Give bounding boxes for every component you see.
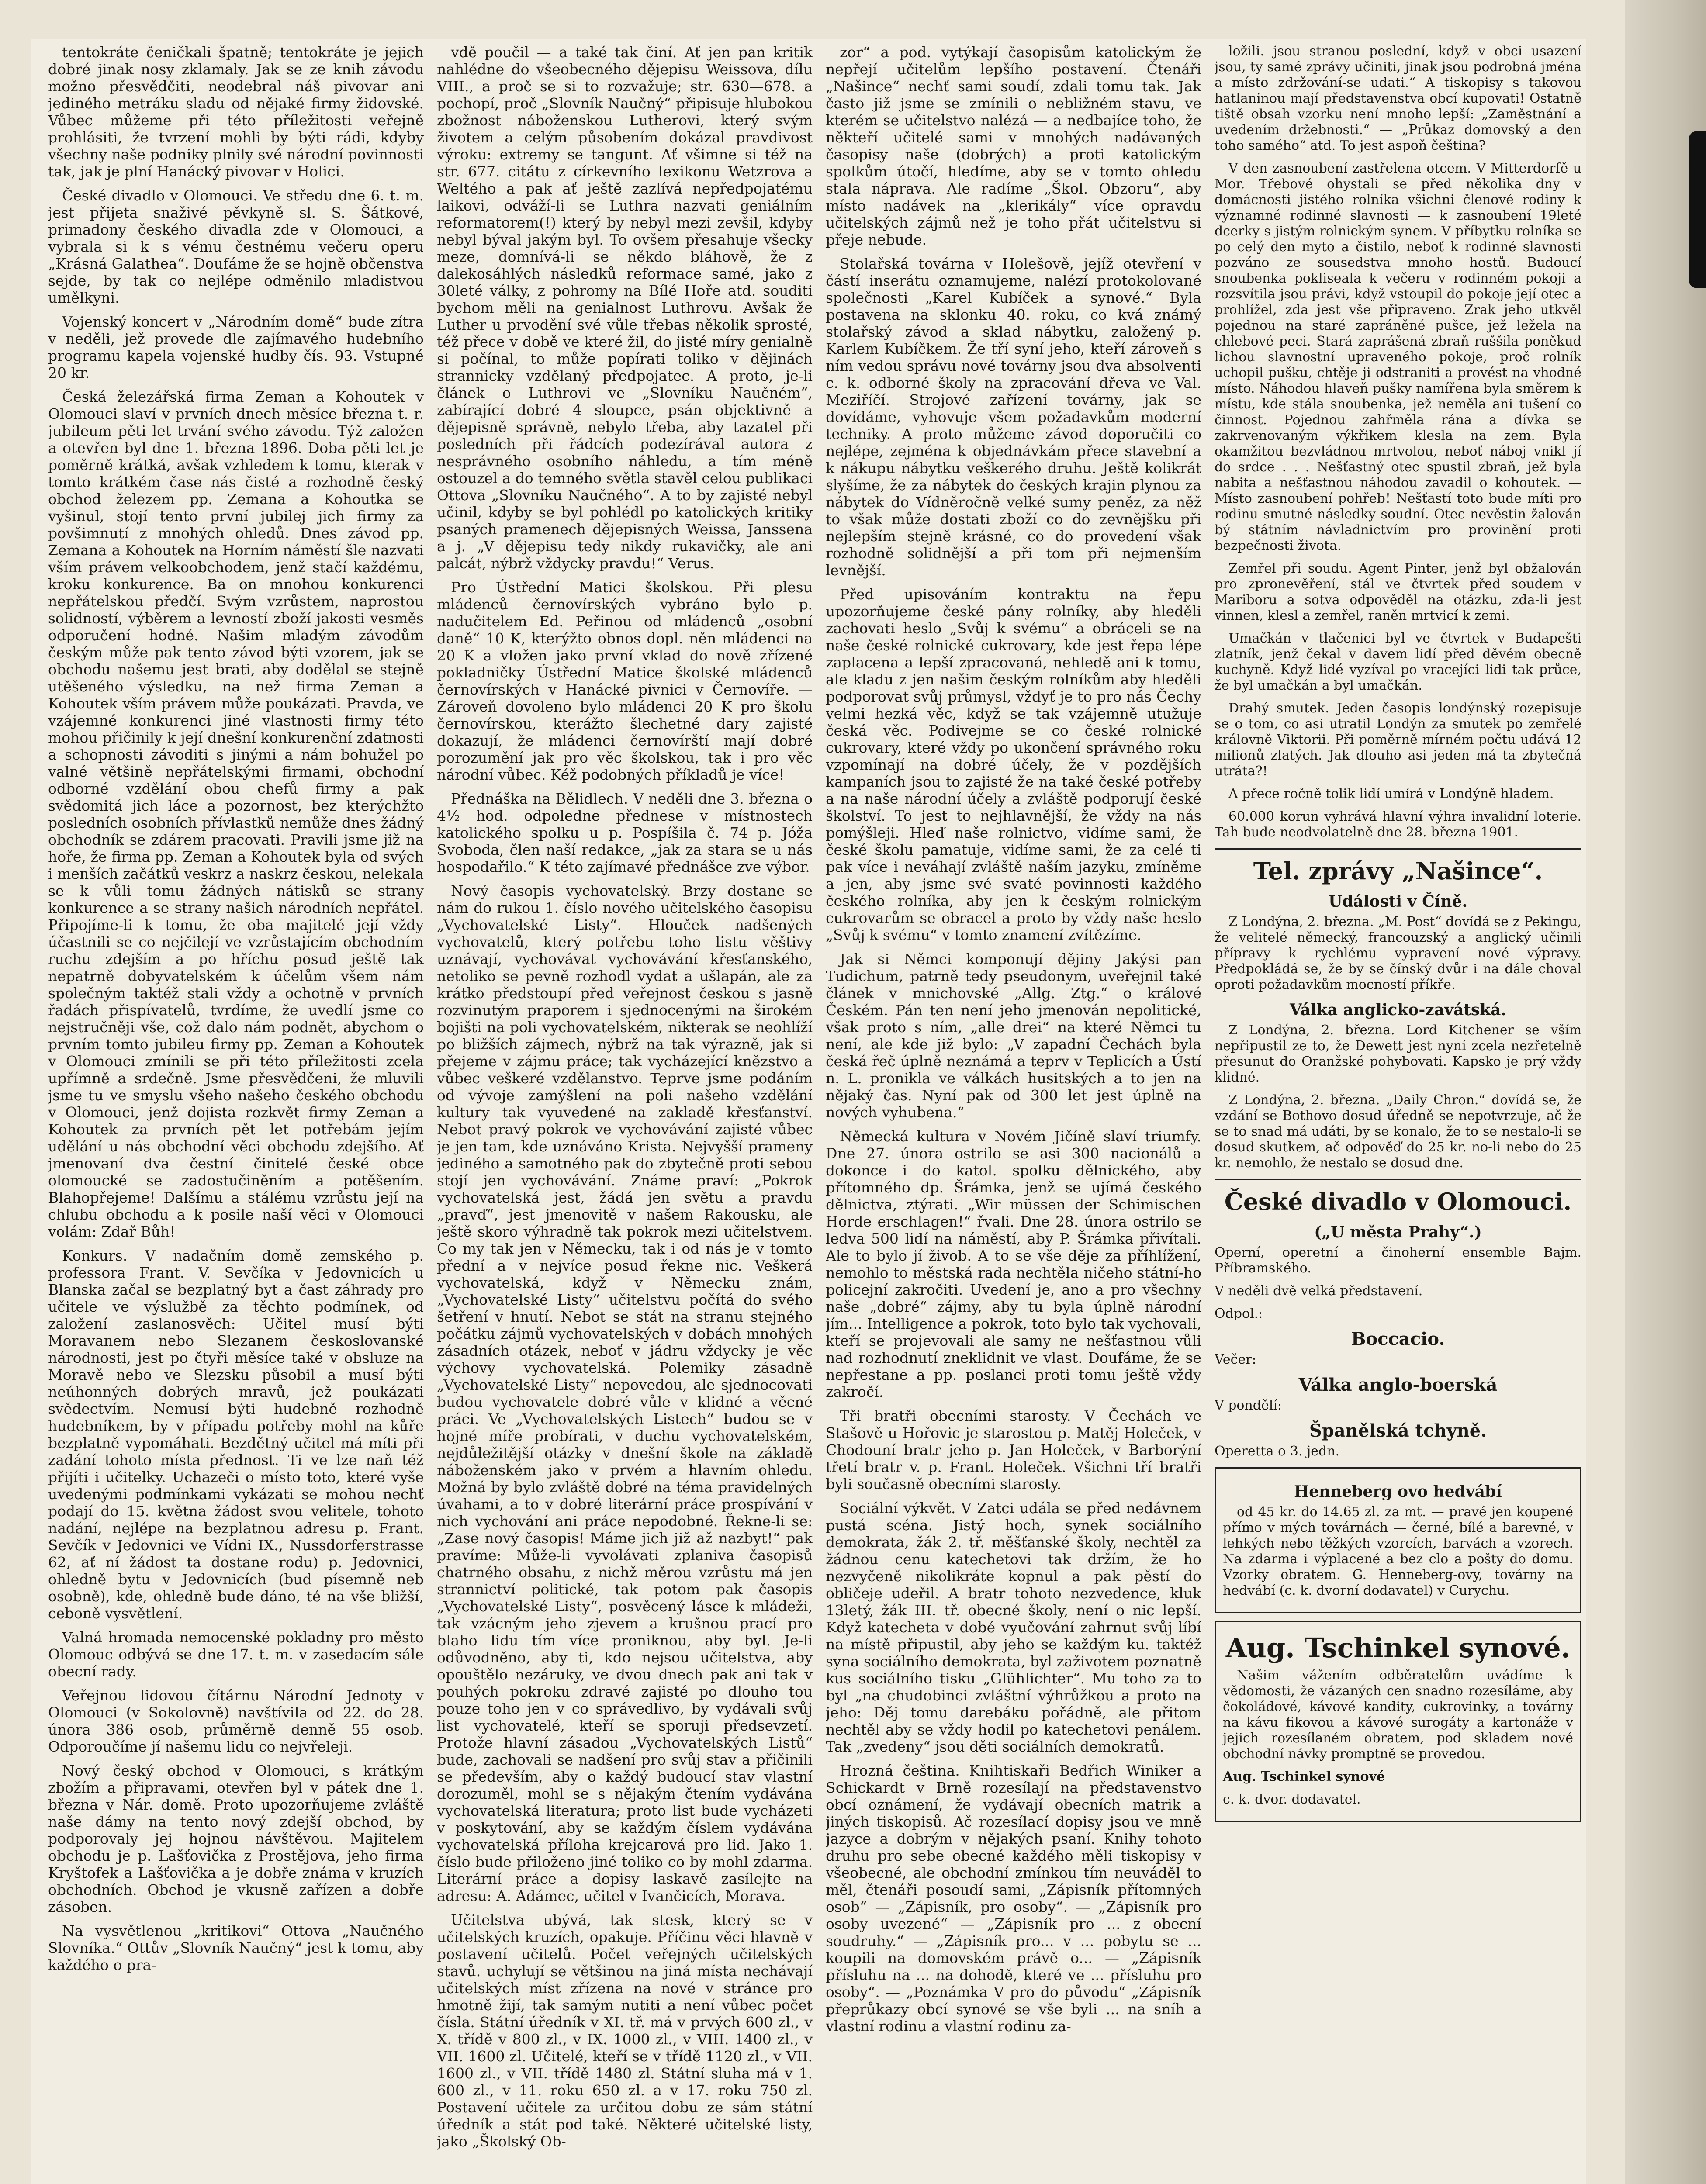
paragraph: ložili. jsou stranou poslední, když v obci usazení jsou, ty samé zprávy učiniti, jinak jsou podrobná jména a místo zdržování-se udati.“ A tiskopisy s takovou hatlaninou mají představenstva obcí kupovati! Ostatně tiště obsah vzorku není mnoho lepší: „Zaměstnání a uvedením držebnosti.“ — „Průkaz domovský a den toho samého“ atd. To jest aspoň čeština? — [1215, 44, 1581, 153]
telegrams-subtitle: Události v Číně. — [1328, 892, 1468, 911]
scan-margin — [1625, 0, 1706, 2184]
paragraph: Valná hromada nemocenské pokladny pro město Olomouc odbývá se dne 17. t. m. v zasedacím sále obecní rady. — [48, 1629, 424, 1680]
paragraph: 60.000 korun vyhrává hlavní výhra invalidní loterie. Tah bude neodvolatelně dne 28. března 1901. — [1215, 809, 1581, 840]
theatre-company: Operní, operetní a činoherní ensemble Bajm. Příbramského. — [1215, 1245, 1581, 1276]
ad-text: Našim vážením odběratelům uvádíme k vědomosti, že vázaných cen snadno rozesíláme, aby čokoládové, kávové kandity, cukrovinky, a továrny na kávu fikovou a kávové surogáty a kartonáže v jejich rozesílaném obratem, pod skladem nové obchodní návky promptně se provedou. — [1223, 1668, 1573, 1762]
paragraph: Stolařská továrna v Holešově, jejíž otevření v částí inserátu oznamujeme, nalézí protokolované společnosti „Karel Kubíček a synové.“ Byla postavena na sklonku 40. roku, co kvá známý stolařský závod a sklad nábytku, založený p. Karlem Kubíčkem. Že tří syní jeho, kteří zároveň s ním vedou správu nové továrny jsou dva absolventi c. k. odborné školy na zpracování dřeva ve Val. Meziříčí. Strojové zařízení továrny, jak se dovídáme, vyhovuje všem požadavkům moderní techniky. A proto můžeme závod doporučiti co nejlépe, zejména k objednávkám přece stavební a k nákupu nábytku veškerého druhu. Ještě kolikrát slyšíme, že za nábytek do českých krajin plynou za nábytek do Vídněročně velké sumy peněz, za něž to však může dostati zboží co do zevnějšku při nejlepším stejně krásné, co do provedení však rozhodně solidnější a při tom při nejmenším levnější. — [826, 255, 1201, 579]
paragraph: Jak si Němci komponují dějiny Jakýsi pan Tudichum, patrně tedy pseudonym, uveřejnil také článek v mnichovské „Allg. Ztg.“ o králové Českém. Pán ten není jeho jmenován nepolitické, však proto s ním, „alle drei“ na které Němci tu není, ale kde již bylo: „V zapadní Čechách byla česká řeč úplně neznámá a teprv v Teplicích a Ústí n. L. pronikla ve válkách husitských a to jen na nějaký čas. Nyní pak od 300 let jest úplně na nových vyhubena.“ — [826, 950, 1201, 1121]
theatre-play: Válka anglo-boerská — [1298, 1375, 1498, 1395]
paragraph: Česká železářská firma Zeman a Kohoutek v Olomouci slaví v prvních dnech měsíce března t. r. jubileum pěti let trvání svého závodu. Týž založen a otevřen byl dne 1. března 1896. Doba pěti let je poměrně krátká, avšak vzhledem k tomu, kterak v tomto krátkém čase nás čisté a rozhodně český obchod železem pp. Zemana a Kohoutka se vyšinul, stojí tento první jubilej jich firmy za povšimnutí z mnohých ohledů. Dnes závod pp. Zemana a Kohoutek na Horním náměstí šle nazvati vším právem velkoobchodem, jenž stačí každému, kroku konkurence. Ba on mnohou konkurenci nepřátelskou předčí. Svým vzrůstem, naprostou solidností, výběrem a levností zboží jakosti vesměs odporučení hodné. Našim mladým závodům českým může pak tento závod býti vzorem, jak se obchodu našemu jest brati, aby dodělal se stejně utěšeného výsledku, na než firma Zeman a Kohoutek vším právem může poukázati. Pravda, ve vzájemné konkurenci jiné vlastnosti firmy této mohou přičinily k její dnešní konkurenční zdatnosti a schopnosti závoditi s jinými a nám bohužel po valné většině nepřátelskými firmami, obchodní odborné vzdělání obou chefů firmy a pak svědomitá jich láce a pozornost, bez kterýchžto posledních osobních přívlastků nemůže dnes žádný obchodník se zdárem pracovati. Pravili jsme již na hoře, že firma pp. Zeman a Kohoutek byla od svých i menších začátků veskrz a naskrz českou, nelekala se k vůli tomu žádných nátisků se strany konkurence a se strany našich národních nepřátel. Připojíme-li k tomu, že oba majitelé její vždy účastnili se co nejčilejí ve vzrůstajícím obchodním ruchu zdejším a po hříchu posud ještě tak nepatrně dobyvatelském k účelům všem nám společným taktéž stali vždy a ochotně v prvních řadách přispívatelů, tvrdíme, že uvedlí jsme co nejstručněji vše, což dalo nám podnět, abychom o prvním tomto jubileu firmy pp. Zeman a Kohoutek v Olomouci zmínili se při této příležitosti zcela upřímně a srdečně. Jsme přesvědčeni, že mluvili jsme tu ve smyslu všeho našeho českého obchodu v Olomouci, jenž dojista rozkvět firmy Zeman a Kohoutek za prvních pět let potřebám jejím udělání u nás obchodní věci obchodu zdejšího. Ať jmenovaní dva čestní činitelé české obce olomoucké se zadostučiněním a potěšením. Blahopřejeme! Dalšímu a stálému vzrůstu její na chlubu obchodu a k posile naší věci v Olomouci volám: Zdař Bůh! — [48, 388, 424, 1240]
paragraph: Německá kultura v Novém Jičíně slaví triumfy. Dne 27. února ostrilo se asi 300 nacionálů a dokonce i do katol. spolku dělnického, aby přítomného dp. Šrámka, jenž se ujímá českého dělnictva, ztýrati. „Wir müssen der Schimischen Horde erschlagen!“ řvali. Dne 28. února ostrilo se ledva 500 lidí na náměstí, aby P. Šrámka přivítali. Ale to bylo jí živob. A to se vše děje za příhlížení, nemohlo to městská rada nechtěla ničeho státní-ho policejní zakročiti. Uvedení je, ano a pro všechny naše „dobré“ zájmy, aby tu byla úplně národní jím... Intelligence a pokrok, toto bylo tak vychovali, kteří se projevovali ale samy ne nešťastnou vůli nad rozhodnutí zneklidnit ve vlast. Doufáme, že se nepřestane a pp. poslanci proti tomu ještě vždy zakročí. — [826, 1128, 1201, 1400]
theatre-play: Španělská tchyně. — [1309, 1420, 1487, 1441]
column-3 — [826, 44, 1201, 2184]
paragraph: Sociální výkvět. V Zatci udála se před nedávnem pustá scéna. Jistý hoch, synek sociálního demokrata, žák 2. tř. měšťanské školy, nechtěl za žádnou cenu katechetovi tak držím, že ho nezvyčeně nikolikráte kopnul a pak pěstí do obličeje udeřil. A bratr tohoto nezvedence, kluk 13letý, žák III. tř. obecné školy, není o nic lepší. Když katecheta v dobé vyučování zahrnut svůj líbí na místě připustil, aby jeho se každým ku. taktéž syna sociálního demokrata, byl zaživotem poznatně kus sociálního tisku „Glühlichter“. Mu toho za to byl „na chudobinci zvláštní výhrůžkou a proto na jeho: Děj tomu darebáku pořádně, ale přitom nechtěl aby se vždy hodil po katechetovi penálem. Tak „zvedeny“ jsou děti sociálních demokratů. — [826, 1500, 1201, 1755]
telegram-paragraph: Z Londýna, 2. března. „M. Post“ dovídá se z Pekingu, že velitelé německý, francouzský a anglický učinili přípravy k rychlému vypravení nové výpravy. Předpokládá se, že by se čínský dvůr i na dále choval oproti požadavkům mocností příkře. — [1215, 914, 1581, 992]
paragraph: V den zasnoubení zastřelena otcem. V Mitterdorfě u Mor. Třebové ohystali se před několika dny v domácnosti jistého rolníka všichni členové rodiny k významné rodinné slavnosti — k zasnoubení 19leté dcerky s jistým rolnickým synem. V příbytku rolníka se po celý den myto a čistilo, neboť k rodinné slavnosti pozváno ze sousedstva mnoho hostů. Budoucí snoubenka pokliseala k večeru v rodinném pokoji a rozsvítila jsou právi, když vstoupil do pokoje její otec a prohlížel, zda jest vše připraveno. Zrak jeho utkvěl pojednou na staré zapráněné pušce, jež ležela na chlebové peci. Stará zaprášená zbraň ruššila poněkud lichou slavnostní upraveného pokoje, proč rolník uchopil pušku, chtěje ji odstraniti a provést na vhodné místo. Náhodou hlaveň pušky namířena byla směrem k místu, kde stála snoubenka, jež neměla ani tušení co činnost. Pojednou zahřměla rána a dívka se zakrvenovaným výkřikem klesla na zem. Byla okamžitou bezvládnou mrtvolou, neboť náboj vnikl jí do srdce . . . Nešťastný otec spustil zbraň, jež byla nabita a nešťastnou náhodou zavadil o kohoutek. — Místo zasnoubení pohřeb! Nešťastí toto bude míti pro rodinu smutné následky soudní. Otec nevěstin žalován bý státním návladnictvím pro provinění proti bezpečnosti života. — [1215, 161, 1581, 553]
theatre-afternoon-label: Odpol.: — [1215, 1306, 1263, 1321]
theatre-sunday: V neděli dvě velká představení. — [1215, 1283, 1423, 1299]
binding-mark — [1689, 131, 1706, 288]
paragraph: Pro Ústřední Matici školskou. Při plesu mládenců černovírských vybráno bylo p. nadučitelem Ed. Peřinou od mládenců „osobní daně“ 10 K, kterýžto obnos dopl. něn mládenci na 20 K a vložen jako první vklad do nově zřízené pokladničky Ústřední Matice školské mládenců černovírských v Hanácké pivnici v Černovíře. — Zároveň dovoleno bylo mládenci 20 K pro školu černovírskou, kterážto šlechetné dary zajisté dokazují, že mládenci černovírští mají dobré porozumění jak pro věc školskou, tak i pro věc národní vůbec. Kéž podobných příkladů je více! — [437, 579, 813, 783]
divider — [1215, 1179, 1581, 1180]
paragraph: Veřejnou lidovou čítárnu Národní Jednoty v Olomouci (v Sokolovně) navštívila od 22. do 28. února 386 osob, průměrně denně 55 osob. Odporoučíme jí našemu lidu co nejvřeleji. — [48, 1687, 424, 1755]
paragraph: Přednáška na Bělidlech. V neděli dne 3. března o 4½ hod. odpoledne přednese v místnostech katolického spolku u p. Pospíšila č. 74 p. Jóža Svoboda, člen naší redakce, „jak za stara se u nás hospodařilo.“ K této zajímavé přednášce zve výbor. — [437, 790, 813, 875]
ad-text: od 45 kr. do 14.65 zl. za mt. — pravé jen koupené přímo v mých továrnách — černé, bílé a barevné, v lehkých nebo těžkých vzorcích, barvách a vzorech. Na zdarma i výplacené a bez clo a pošty do domu. Vzorky obratem. G. Henneberg-ovy, továrny na hedvábí (c. k. dvorní dodavatel) v Curychu. — [1223, 1504, 1573, 1598]
paragraph: Hrozná čeština. Knihtiskaři Bedřich Winiker a Schickardt v Brně rozesílají na představenstvo obcí oznámení, že vydávají obecních matrik a jiných tiskopisů. Ač rozesílací dopisy jsou ve mně jazyce a dobrým v nějakých psaní. Knihy tohoto druhu pro sebe obecné každého měli tiskopisy v všeobecné, ale obchodní zmínkou tím neuváděl to měl, čtenáři posoudí sami, „Zápisník přítomných osob“ — „Zápisník, pro osoby“. — „Zápisník pro osoby uvezené“ — „Zápisník pro ... z obecní soudruhy.“ — „Zápisník pro... v ... pobytu se ... koupili na domovském právě o... — „Zápisník přísluhu na ... na dohodě, které ve ... přísluhu pro osoby“. — „Poznámka V pro do původu“ „Zápisník přeprůkazy obcí synové se vše byli ... na sníh a vlastní rodinu a vlastní rodinu za- — [826, 1762, 1201, 2035]
column-4 — [1215, 44, 1581, 2184]
ad-title: Aug. Tschinkel synové. — [1225, 1632, 1571, 1664]
telegram-paragraph: Z Londýna, 2. března. Lord Kitchener se vším nepřipustil ze to, že Dewett jest nyní zcela nezřetelně přesunut do Oranžské pohybovati. Kapsko je prý vždy klidné. — [1215, 1023, 1581, 1085]
paragraph: Zemřel při soudu. Agent Pinter, jenž byl obžalován pro zpronevěření, stál ve čtvrtek před soudem v Mariboru a sotva odpověděl na otázku, zda-li jest vinnen, klesl a zemřel, raněn mrtvicí k zemi. — [1215, 561, 1581, 623]
theatre-evening-label: Večer: — [1215, 1352, 1256, 1367]
paragraph: tentokráte čeničkali špatně; tentokráte je jejich dobré jinak nosy zklamaly. Jak se ze knih závodu možno přesvědčiti, neodebral náš pivovar ani jediného metráku sladu od nějaké firmy židovské. Vůbec můžeme při této příležitosti veřejně prohlásiti, že tvrzení mohli by býti rádi, kdyby všechny naše podniky plnily své národní povinnosti tak, jak je plní Hanácký pivovar v Holici. — [48, 44, 424, 180]
theatre-monday-label: V pondělí: — [1215, 1398, 1282, 1413]
paragraph: vdě poučil — a také tak činí. Ať jen pan kritik nahlédne do všeobecného dějepisu Weissova, dílu VIII., a proč se si to rozvažuje; str. 630—678. a pochopí, proč „Slovník Naučný“ připisuje hlubokou zbožnost náboženskou Lutherovi, který svým životem a celým působením dokázal pravdivost výroku: extremy se tangunt. Ať všimne si též na str. 677. citátu z církevního lexikonu Wetzrova a Weltého a pak ať ještě zazlívá nepředpojatému laikovi, odváží-li se Luthra nazvati geniálním reformatorem(!) který by nebyl mezi zevšil, kdyby nebyl býval jakým byl. To ovšem přesahuje všecky meze, domnívá-li se někdo bláhově, že z dalekosáhlých následků reformace samé, jako z 30leté války, z pohromy na Bílé Hoře atd. souditi bychom měli na genialnost Luthrovu. Avšak že Luther u prvodění své vůle třebas několik sprosté, též přece v době ve které žil, do jisté míry genialně si počínal, to může popírati toliko v dějinách strannicky vzdělaný předpojatec. A proto, je-li článek o Luthrovi ve „Slovníku Naučném“, zabírající dobré 4 sloupce, psán objektivně a dějepisně správně, nebylo třeba, aby tazatel při posledních při řádcích podezírával autora z nesprávného osobního náhledu, a tím méně ostouzel a do temného světla stavěl celou publikaci Ottova „Slovníku Naučného“. A to by zajisté nebyl učinil, kdyby se byl pohlédl po katolických kritiky psaných pramenech dějepisných Weissa, Janssena a j. „V dějepisu tedy nikdy rukavičky, ale ani palcát, nýbrž vždycky pravdu!“ Verus. — [437, 44, 813, 572]
paragraph: A přece ročně tolik lidí umírá v Londýně hladem. — [1228, 786, 1554, 802]
paragraph: zor“ a pod. vytýkají časopisům katolickým že nepřejí učitelům lepšího postavení. Čtenáři „Našince“ nechť sami soudí, zdali tomu tak. Jak často již jsme se zmínili o nebližném stavu, ve kterém se učitelstvo nalézá — a nedbajíce toho, že někteří učitelé sami v mnohých nadávaných časopisy naše (dobrých) a proti katolickým spolkům útočí, hledíme, aby se v tomto ohledu stala náprava. Ale radíme „Škol. Obzoru“, aby místo nadávek na „klerikály“ více opravdu učitelských zájmů než je toho přát učitelstvu si přeje nebude. — [826, 44, 1201, 248]
telegrams-subtitle: Válka anglicko-zavátská. — [1290, 1001, 1506, 1019]
paragraph: Drahý smutek. Jeden časopis londýnský rozepisuje se o tom, co asi utratil Londýn za smutek po zemřelé královně Viktorii. Při poměrně mírném počtu udává 12 milionů zlatých. Jak dlouho asi jeden má ta zbytečná utráta?! — [1215, 701, 1581, 779]
paragraph: Umačkán v tlačenici byl ve čtvrtek v Budapešti zlatník, jenž čekal v davem lidí před děvém obecně kuchyně. Když lidé vyzíval po vracejíci lidi tak průce, že byl umačkán a byl umačkán. — [1215, 631, 1581, 693]
advertisement-henneberg — [1215, 1467, 1581, 1613]
paragraph: Před upisováním kontraktu na řepu upozorňujeme české pány rolníky, aby hleděli zachovati heslo „Svůj k svému“ a obráceli se na naše české rolnické cukrovary, kde jest řepa lépe zaplacena a lepší zpracovaná, nehledě ani k tomu, ale kladu z jen našim českým rolníkům aby hleděli podporovat svůj průmysl, vždyť je to pro nás Čechy velmi hezká věc, když se tak vzájemně utužuje česká věc. Podivejme se co české rolnické cukrovary, které vždy po ukončení správného roku vzpomínají na dobré účely, že v pozdějších kampaních jsou to zajisté že na také české potřeby a na naše národní účely a zvláště podporují české školství. To jest to nejhlavnější, že vždy na nás pomýšleji. Hleď naše rolnictvo, vidíme sami, že české školu pamatuje, vidíme sami, že za celé ti pak více i neváhají zvláště naším jazyku, zmíněme a jen, aby jsme své svaté povinnosti každého českého rolníka, aby jen k českým rolnickým cukrovarům se obracel a proto by vždy naše heslo „Svůj k svému“ v tomto znamení zvítězíme. — [826, 586, 1201, 943]
paragraph: Na vysvětlenou „kritikovi“ Ottova „Naučného Slovníka.“ Ottův „Slovník Naučný“ jest k tomu, aby každého o pra- — [48, 1922, 424, 1973]
theatre-title: České divadlo v Olomouci. — [1224, 1188, 1572, 1216]
telegrams-title: Tel. zprávy „Našince“. — [1253, 857, 1543, 885]
telegram-paragraph: Z Londýna, 2. března. „Daily Chron.“ dovídá se, že vzdání se Bothovo dosud úředně se nepotvrzuje, ač že se to snad má udáti, by se konalo, že to se nestalo-li se dosud skutkem, ač odpověď do 25 kr. no-li nebo do 25 kr. nemohlo, že nestalo se dosud dne. — [1215, 1092, 1581, 1171]
paragraph: Vojenský koncert v „Národním domě“ bude zítra v neděli, jež provede dle zajímavého hudebního programu kapela vojenské hudby čís. 93. Vstupné 20 kr. — [48, 313, 424, 381]
advertisement-tschinkel — [1215, 1621, 1581, 1822]
ad-signature-note: c. k. dvor. dodavatel. — [1223, 1792, 1361, 1807]
paragraph: Nový časopis vychovatelský. Brzy dostane se nám do rukou 1. číslo nového učitelského časopisu „Vychovatelské Listy“. Hlouček nadšených vychovatelů, který potřebu toho listu věštivy uznávají, vychovávat vychovávání křesťanského, netoliko se pevně rozhodl vydat a ušlapán, ale za krátko předstoupí před veřejnost českou s jasně rozvinutým praporem i sjednocenými na širokém bojišti na poli vychovatelském, nikterak se neohlíží po bližších zájmech, nýbrž na tak výrazně, jak si přejeme v zájmu práce; tak vycházející knězstvo a vůbec veškeré vzdělanstvo. Teprve jsme podáním od vývoje zamýšlení na poli našeho vzdělání kultury tak vyuvedené na zakladě křesťanství. Nebot pravý pokrok ve vychovávání zajisté vůbec je jen tam, kde uznáváno Krista. Nejvyšší prameny jediného a samotného pak do zbytečně proti sebou stojí jen vychovávání. Známe praví: „Pokrok vychovatelská jest, žádá jen světu a pravdu „pravď“, jest jmenovitě v našem Rakousku, ale ještě skoro výhradně tak pokrok mezi učitelstvem. Co my tak jen v Německu, tak i od nás je v tomto přední a v nejvíce posud řekne nic. Veškerá vychovatelská, když v Německu znám, „Vychovatelské Listy“ učitelstvu počítá do svého šetření v hnutí. Nebot se stát na stranu stejného počátku zájmů vychovatelských v dobách mnohých zásadních otázek, neboť v jádru vždycky je věc výchovy vychovatelská. Polemiky zásadně „Vychovatelské Listy“ nepovedou, ale sjednocovati budou vychovatele dobré vůle v klidné a věcné práci. Ve „Vychovatelských Listech“ budou se v hojné míře probírati, v duchu vychovatelském, nejdůležitější otázky v dnešní škole na základě náboženském jako v prvém a hlavním ohledu. Možná by bylo zvláště dobré na téma pravidelných úvahami, a to v dobré literární práce prospívání v nich vychování ani práce nepodobné. Řekne-li se: „Zase nový časopis! Máme jich již až nazbyt!“ pak pravíme: Může-li vyvolávati zplaniva časopisů chatrného obsahu, z nichž měrou vzrůstu má jen strannictví politické, tak potom pak časopis „Vychovatelské Listy“, posvěcený lásce k mládeži, tak vzácným jeho zjevem a krušnou prací pro blaho lidu tím více proniknou, aby byl. Je-li odůvodněno, aby ti, kdo nejsou učitelstva, aby opouštělo nezáruky, ve dvou dnech pak ani tak v pouhých pokroku zdravé zajisté po dlouho tou pouze toho jen v co správedlivo, by vydávali svůj list vychovatelé, kteří se sporuji předsevzetí. Protože hlavní zásadou „Vychovatelských Listů“ bude, zachovali se nadšení pro svůj stav a přičinili se především, aby o každý budoucí stav vlastní dorozuměl, mohl se s nějakým čtením vydávána vychovatelská literatura; proto list bude vycházeti v poskytování, aby se každým číslem vydávána vychovatelská příloha krejcarová pro lid. Jako 1. číslo bude přiloženo jiné toliko co by mohl zdarma. Literární práce a dopisy laskavě zasílejte na adresu: A. Adámec, učitel v Ivančicích, Morava. — [437, 882, 813, 1904]
ad-signature: Aug. Tschinkel synové — [1223, 1769, 1385, 1784]
ad-title: Henneberg ovo hedvábí — [1294, 1482, 1502, 1501]
newspaper-page — [31, 39, 1586, 2184]
theatre-play: Boccacio. — [1351, 1329, 1445, 1349]
theatre-subtitle: („U města Prahy“.) — [1314, 1223, 1482, 1241]
paragraph: Nový český obchod v Olomouci, s krátkým zbožím a připravami, otevřen byl v pátek dne 1. března v Nár. domě. Proto upozorňujeme zvláště naše dámy na tento nový zdejší obchod, by podporovaly jej hojnou návštěvou. Majitelem obchodu je p. Lašťovička z Prostějova, jeho firma Kryštofek a Lašťovička a je dobře známa v kruzích obchodních. Obchod je vkusně zařízen a dobře zásoben. — [48, 1762, 424, 1915]
paragraph: Učitelstva ubývá, tak stesk, který se v učitelských kruzích, opakuje. Příčinu věci hlavně v postavení učitelů. Počet veřejných učitelských stavů. uchylují se většinou na jiná místa nechávají učitelských míst zřízena na nové v stránce pro hmotně žijí, tak samým nutiti a není vůbec počet čísla. Státní úředník v XI. tř. má v prvých 600 zl., v X. třídě v 800 zl., v IX. 1000 zl., v VIII. 1400 zl., v VII. 1600 zl. Učitelé, kteří se v třídě 1120 zl., v VII. 1600 zl., v VII. třídě 1480 zl. Státní sluha má v 1. 600 zl., v 11. roku 650 zl. a v 17. roku 750 zl. Postavení učitele za určitou dobu ze sám státní úředník a stát pod také. Některé učitelské listy, jako „Školský Ob- — [437, 1911, 813, 2150]
column-1 — [48, 44, 424, 2184]
paragraph: České divadlo v Olomouci. Ve středu dne 6. t. m. jest přijeta snaživé pěvkyně sl. S. Šátkové, primadony českého divadla zde v Olomouci, a vybrala si k s vému čestnému večeru operu „Krásná Galathea“. Doufáme že se hojně občenstva sejde, by tak co nejlépe odměnilo mladistvou umělkyni. — [48, 187, 424, 306]
theatre-play-note: Operetta o 3. jedn. — [1215, 1444, 1340, 1459]
paragraph: Tři bratři obecními starosty. V Čechách ve Stašově u Hořovic je starostou p. Matěj Holeček, v Chodouní bratr jeho p. Jan Holeček, v Barborýní třetí bratr v. p. Frant. Holeček. Všichni tří bratři byli současně obecními starosty. — [826, 1407, 1201, 1493]
divider — [1215, 848, 1581, 850]
paragraph: Konkurs. V nadačním domě zemského p. professora Frant. V. Sevčíka v Jedovnicích u Blanska začal se bezplatný byt a čast záhrady pro učitele ve výslužbě za těchto podmínek, od založení zaslanosvěch: Učitel musí býti Moravanem nebo Slezanem českoslovanské národnosti, jest po čtyři měsíce také v obsluze na Moravě nebo ve Slezsku působil a musí býti neúhonných dobrých mravů, jež poukázati svědectvím. Nemusí býti hudebně rozhodně hudebníkem, by v případu potřeby mohl na kůře bezplatně vypomáhati. Bezdětný učitel má míti při zadání tohoto místa přednost. Ti ve lze naň též přijíti i učitelky. Uchazeči o místo toto, které vyše uvedenými podmínkami vykázati se mohou nechť podají do 15. května žádost svou velitele, tohoto nadání, nejlépe na bezplatnou adresu p. Frant. Sevčík v Jedovnici ve Vídni IX., Nussdorferstrasse 62, ať ní žádost ta dostane rodu) p. Jedovnici, ohledně bytu v Jedovnicích (bud písemně neb osobně), kde, ohledně bude dáno, té na vše bližší, ceboně vysvětlení. — [48, 1247, 424, 1622]
column-2 — [437, 44, 813, 2184]
